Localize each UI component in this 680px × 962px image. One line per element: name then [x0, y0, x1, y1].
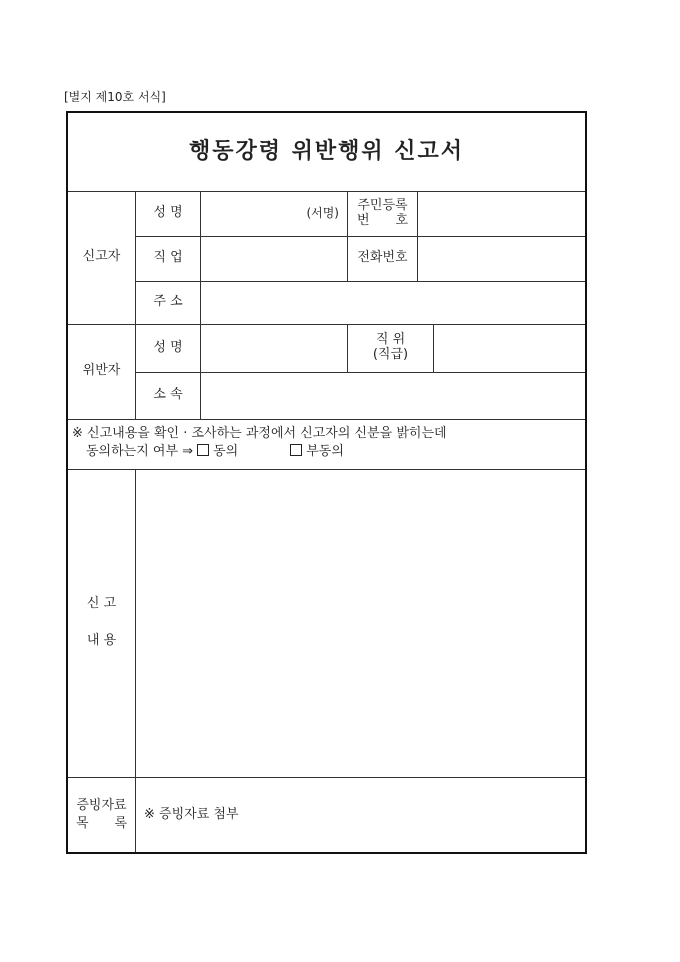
position-field[interactable]: [434, 324, 585, 372]
affiliation-label: 소 속: [153, 387, 183, 403]
content-field[interactable]: [136, 470, 585, 777]
agree-checkbox[interactable]: [197, 444, 209, 456]
violator-section-label: 위반자: [82, 363, 121, 379]
evidence-label: 증빙자료 목 록: [75, 797, 128, 831]
reporter-job-field[interactable]: [201, 236, 347, 281]
reporter-section-label: 신고자: [82, 249, 121, 265]
rrn-label: 주민등록 번 호: [356, 197, 409, 228]
reporter-job-label: 직 업: [153, 250, 183, 266]
phone-label: 전화번호: [357, 250, 408, 266]
phone-field[interactable]: [418, 236, 585, 281]
report-form: [66, 111, 587, 854]
rrn-field[interactable]: [418, 191, 585, 236]
consent-question-cont: 동의하는지 여부 ⇒: [86, 444, 194, 459]
disagree-checkbox[interactable]: [290, 444, 302, 456]
evidence-field[interactable]: [136, 778, 585, 852]
reporter-name-field[interactable]: [201, 191, 347, 236]
form-reference: [별지 제10호 서식]: [64, 90, 166, 104]
agree-label: 동의: [213, 444, 239, 459]
signature-label: (서명): [306, 205, 339, 220]
consent-section: [72, 425, 447, 461]
evidence-note: ※ 증빙자료 첨부: [144, 806, 239, 822]
reporter-name-label: 성 명: [153, 205, 183, 221]
violator-name-label: 성 명: [153, 339, 183, 355]
content-label: 신 고 내 용: [86, 596, 117, 648]
affiliation-field[interactable]: [201, 372, 585, 419]
position-label: 직 위 (직급): [372, 332, 409, 362]
address-label: 주 소: [153, 294, 183, 310]
consent-question: ※ 신고내용을 확인 · 조사하는 과정에서 신고자의 신분을 밝히는데: [72, 426, 447, 441]
address-field[interactable]: [201, 281, 585, 324]
disagree-label: 부동의: [306, 444, 344, 459]
form-title: 행동강령 위반행위 신고서: [188, 138, 465, 165]
violator-name-field[interactable]: [201, 324, 347, 372]
